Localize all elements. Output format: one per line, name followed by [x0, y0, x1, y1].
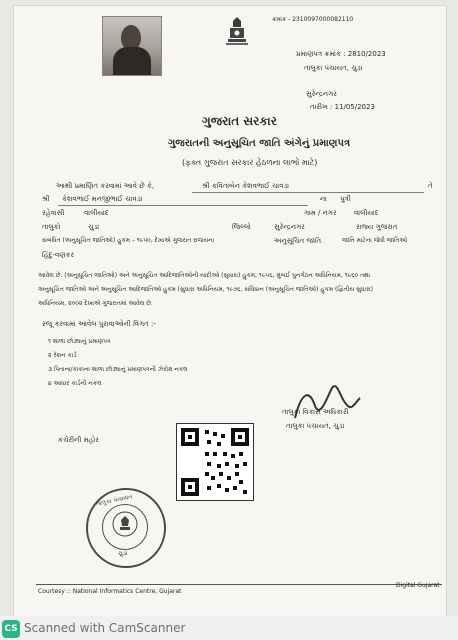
village-name: વાલીયાદ [84, 209, 109, 217]
camscanner-logo-icon: CS [2, 620, 20, 638]
caste-category: અનુસૂચિત જાતિ [274, 237, 322, 245]
camscanner-watermark [0, 616, 458, 640]
certificate-fields [42, 182, 434, 262]
stamp-sub-text: ચુડા [118, 550, 128, 557]
village-label: ગામ / નગર [304, 209, 337, 217]
certificate-title: ગુજરાતની અનુસૂચિત જાતિ અંગેનું પ્રમાણપત્ર [168, 138, 351, 149]
seal-label: કચેરીની મહોર [58, 436, 99, 444]
signature-image [290, 382, 362, 426]
stamp-emblem-icon [111, 510, 139, 538]
relation-label: ના [320, 195, 327, 203]
paragraph-line-3: અધિનિયમ, ૨૦૦૨ દેખાએ ગુજરાતમાં આવેલ છે. [38, 300, 153, 307]
date-value: 11/05/2023 [334, 103, 375, 111]
applicant-name: શ્રી કવિતાબેન કેશવભાઈ ચાવડા [202, 182, 290, 190]
digital-gujarat-text: Digital Gujarat [396, 582, 440, 589]
district-value: સુરેન્દ્રનગર [274, 223, 305, 231]
paragraph-line-2: અનુસૂચિત જાતિઓ અને અનુસૂચિત આદિજાતિઓ હુકમ (સુધારા અધિનિયમ, ૧૯૭૬, સંવિધાન (અનુસૂચિત જાતિઓ) હુકમ (દ્વિતીય સુધારા) [38, 286, 373, 293]
relation-value: પુત્રી [340, 195, 351, 203]
stamp-text: તાલુકા પંચાયત [95, 493, 133, 508]
field-prefix-1: આથી પ્રમાણિત કરવામાં આવે છે કે, [56, 182, 155, 190]
office-stamp [86, 488, 166, 568]
document-number-value: 2810/2023 [347, 50, 386, 58]
parent-name: કેશવભાઈ મનજીભાઈ ચાવડા [62, 195, 143, 203]
paragraph-line-1: આવેલ છે. (અનુસૂચિત જાતિઓ) અને અનુસૂચિત આદિજાતિઓની યાદીઓ (સુધારા) હુકમ, ૧૯૫૬, મુંબઈ પુનર્ગઠન અધિનિયમ, ૧૯૬૦ તથા [38, 272, 371, 279]
document-item-3: ૩ પિતાના/કાકાના શાળા છોડ્યાનું પ્રમાણપત્રની ઝેરોક્ષ નકલ [48, 366, 188, 373]
field-prefix-2: શ્રી [42, 195, 50, 203]
state-text: રાજ્ય ગુજરાત [356, 223, 398, 231]
taluka-value: ચુડા [88, 223, 100, 231]
district-label: જિલ્લો [232, 223, 251, 231]
applicant-photo [102, 16, 162, 76]
document-item-4: ૪ આધાર કાર્ડની નકલ [48, 380, 102, 387]
village-name-2: વાલીયાદ [354, 209, 379, 217]
officer-title: તાલુકા વિકાસ અધિકારી [282, 408, 349, 416]
documents-heading: રજૂ કરવામાં આવેલ પુરાવાઓની વિગત :- [42, 320, 156, 328]
order-reference-2: જાતિ માટેના જેવી જાતિઓ [342, 237, 408, 244]
authority-title: ગુજરાત સરકાર [202, 114, 277, 128]
order-reference: સંબંધિત (અનુસૂચિત જાતિઓ) હુકમ – ૧૯૫૦, દેખાએ ગુજરાત રાજયના [42, 237, 215, 244]
field-prefix-3: રહેવાસી [42, 209, 65, 217]
issuing-office: તાલુકા પંચાયત, ચુડા [304, 64, 363, 72]
certificate-document [14, 6, 446, 616]
caste-name: હિંદુ-વણકર [42, 251, 75, 259]
footer-divider [36, 584, 442, 585]
taluka-label: તાલુકો [42, 223, 61, 231]
document-item-2: ૨ રેશન કાર્ડ [48, 352, 77, 359]
courtesy-text: Courtesy :: National Informatics Centre, Gujarat [38, 588, 182, 595]
officer-office: તાલુકા પંચાયત, ચુડા [286, 422, 345, 430]
issuing-district: સુરેન્દ્રનગર [306, 90, 337, 98]
date-label: તારીખ : [310, 103, 333, 111]
document-number-label: પ્રમાણપત્ર ક્રમાંક : [296, 50, 346, 58]
photo-body [113, 47, 151, 75]
emblem-icon [220, 14, 254, 48]
certificate-subtitle: (ફક્ત ગુજરાત સરકાર હેઠળના લાભો માટે) [182, 158, 318, 167]
field-suffix-1: તે [428, 182, 433, 190]
verification-qr-code [176, 423, 254, 501]
camscanner-text: Scanned with CamScanner [24, 621, 186, 635]
serial-number: ક્રમાંક - 2310097000082110 [272, 16, 354, 23]
document-item-1: ૧ શાળા છોડ્યાનું પ્રમાણપત્ર [48, 338, 111, 345]
qr-code-icon [177, 424, 253, 500]
